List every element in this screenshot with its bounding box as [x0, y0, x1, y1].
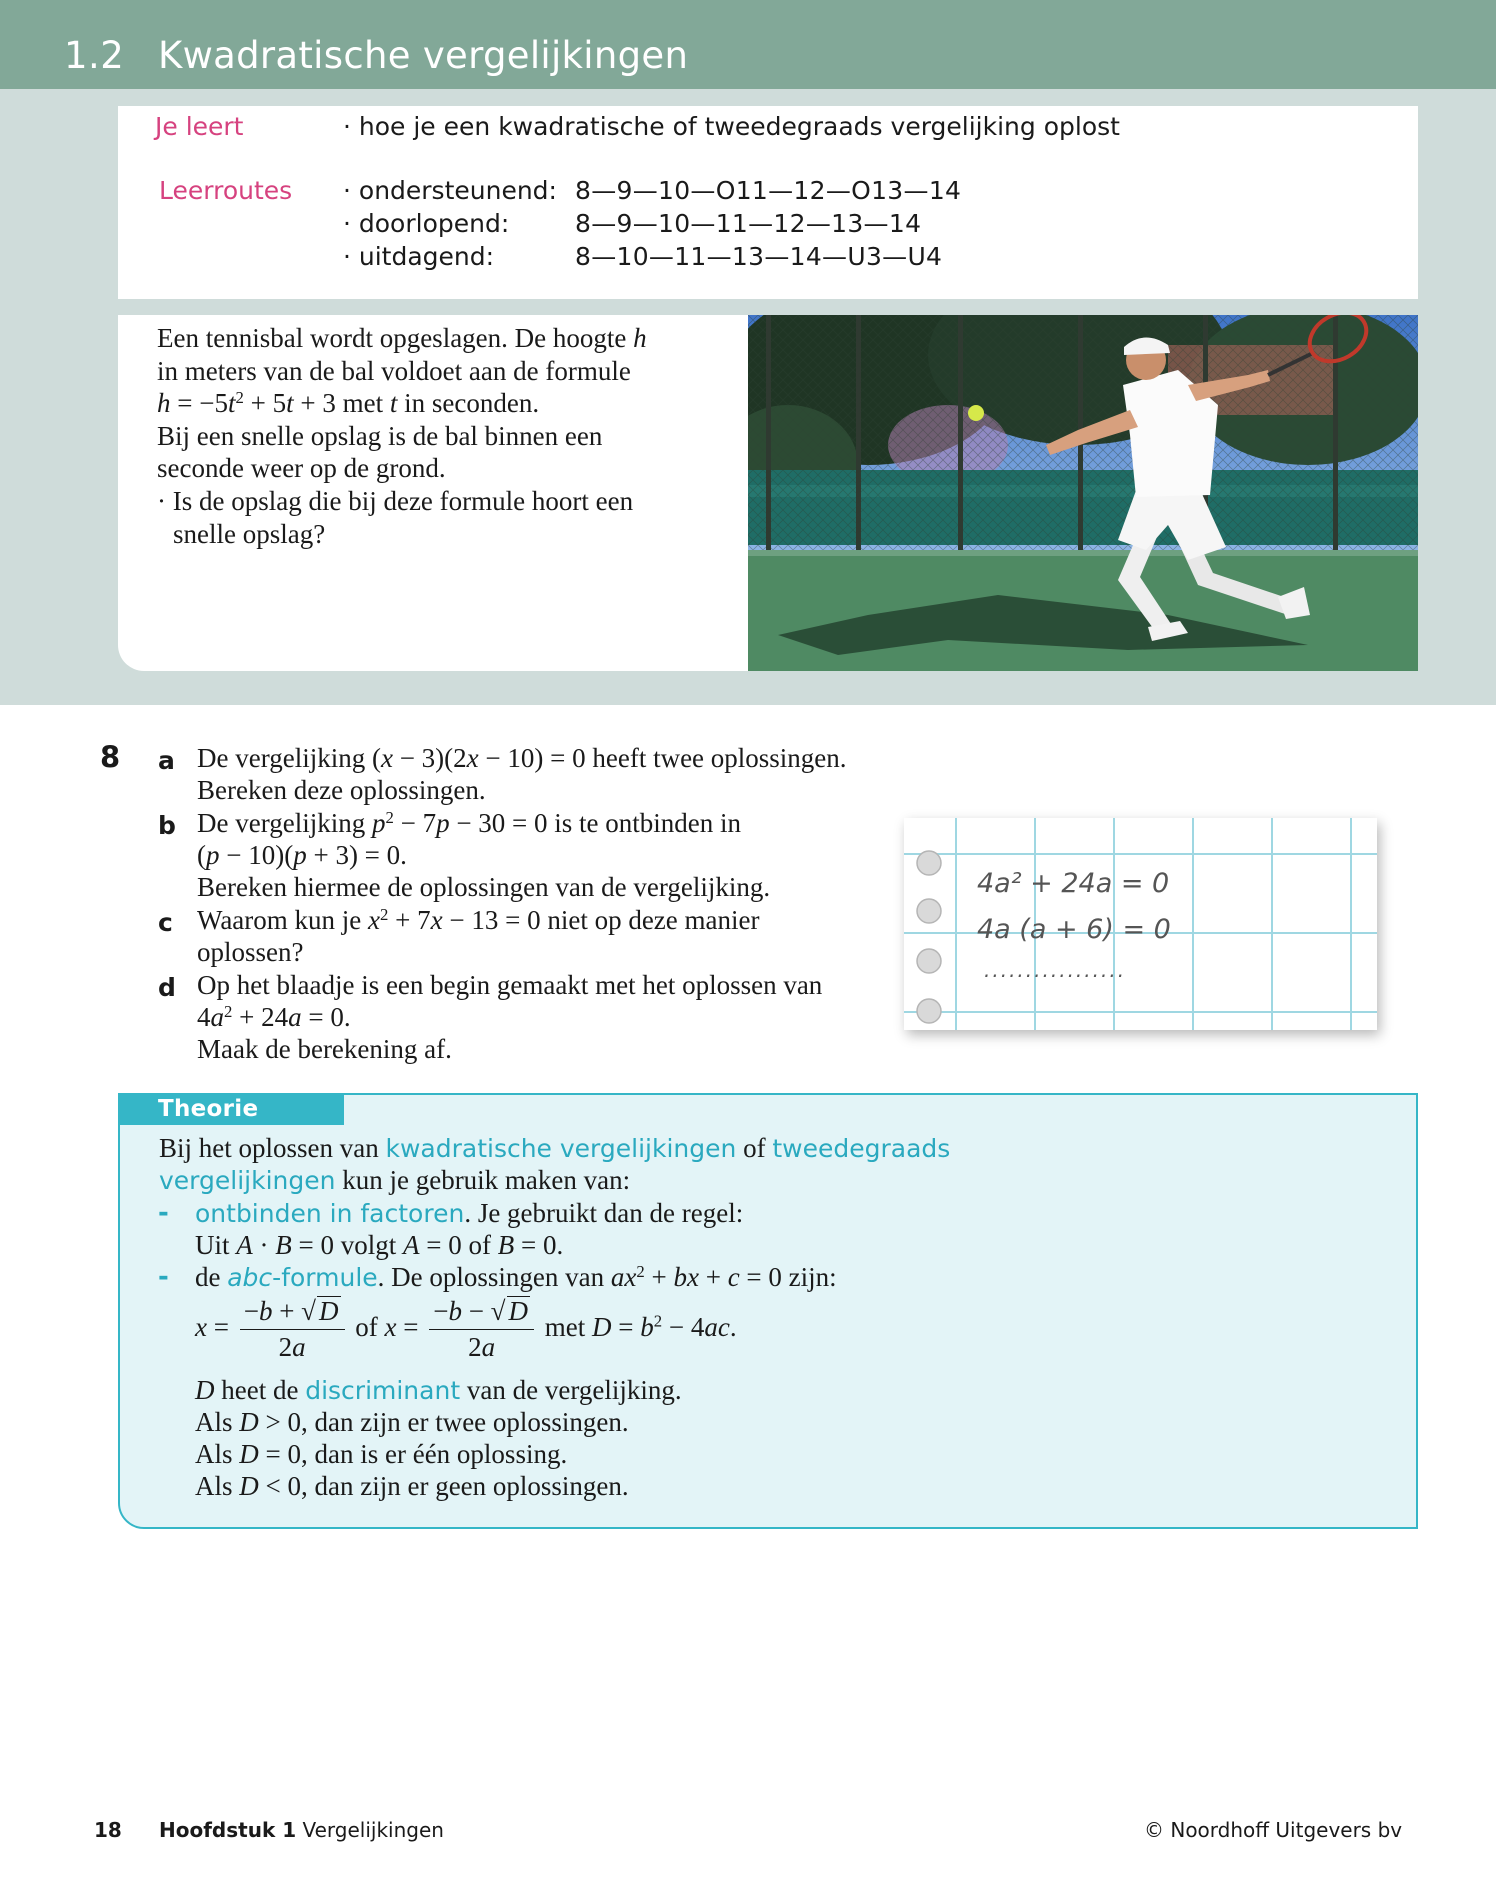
route-name-doorlopend: · doorlopend: [343, 209, 510, 238]
route-name-ondersteunend: · ondersteunend: [343, 176, 557, 205]
part-c-line1: Waarom kun je $x^2 + 7x - 13 = 0$ niet op deze manier [197, 904, 760, 935]
part-d-line2: $4a^2 + 24a = 0$. [197, 1001, 351, 1032]
route-sequence-doorlopend: 8—9—10—11—12—13—14 [575, 209, 922, 238]
theory-ontbinden-line: ontbinden in factoren. Je gebruikt dan de regel: [195, 1198, 744, 1228]
theory-discriminant-line: D heet de discriminant van de vergelijking. [195, 1375, 682, 1405]
theory-intro-line1: Bij het oplossen van kwadratische vergelijkingen of tweedegraads [159, 1133, 951, 1163]
notepad-line-2: 4a (a + 6) = 0 [977, 914, 1171, 945]
part-d-line3: Maak de berekening af. [197, 1034, 452, 1064]
route-sequence-ondersteunend: 8—9—10—O11—12—O13—14 [575, 176, 962, 205]
part-letter-a: a [158, 746, 175, 775]
theory-dash-1: - [158, 1198, 169, 1228]
theory-case-zero: Als D = 0, dan is er één oplossing. [195, 1439, 568, 1469]
theory-abc-line: de abc-formule. De oplossingen van $ax^2$ + bx + c = 0 zijn: [195, 1261, 837, 1292]
fraction-minus: $\frac{-b - √ D}{2a}$ [429, 1296, 534, 1363]
learn-label: Je leert [155, 112, 244, 141]
theory-rule-line: Uit A · B = 0 volgt A = 0 of B = 0. [195, 1230, 564, 1260]
part-letter-b: b [158, 811, 176, 840]
route-sequence-uitdagend: 8—10—11—13—14—U3—U4 [575, 242, 943, 271]
copyright: © Noordhoff Uitgevers bv [1144, 1818, 1403, 1842]
part-b-line2: (p − 10)(p + 3) = 0. [197, 840, 407, 870]
section-number: 1.2 [64, 34, 125, 77]
part-b-line1: De vergelijking $p^2 - 7p - 30 = 0$ is te ontbinden in [197, 807, 742, 838]
term-abc-formule: abc-formule [227, 1263, 378, 1292]
learn-item: · hoe je een kwadratische of tweedegraads vergelijking oplost [343, 112, 1120, 141]
part-d-line1: Op het blaadje is een begin gemaakt met het oplossen van [197, 970, 823, 1000]
context-text [157, 322, 737, 550]
part-a-line1: De vergelijking (x − 3)(2x − 10) = 0 heeft twee oplossingen. [197, 743, 847, 773]
term-tweedegraads: tweedegraads [772, 1134, 951, 1163]
theory-case-negative: Als D < 0, dan zijn er geen oplossingen. [195, 1471, 629, 1501]
fraction-plus: $\frac{-b + √ D}{2a}$ [240, 1296, 345, 1363]
chapter-title: Hoofdstuk 1 Vergelijkingen [159, 1818, 444, 1842]
section-title: Kwadratische vergelijkingen [158, 34, 689, 77]
term-ontbinden-in-factoren: ontbinden in factoren [195, 1199, 465, 1228]
abc-formula: x = $\frac{-b + √ D}{2a}$ of x = $\frac{-b - √ D}{2a}$ met $D = b^2 - 4ac$. [195, 1296, 737, 1363]
context-line: in meters van de bal voldoet aan de formule [157, 355, 631, 386]
context-box [118, 315, 1418, 671]
context-line: Bij een snelle opslag is de bal binnen een [157, 420, 603, 451]
theory-case-positive: Als D > 0, dan zijn er twee oplossingen. [195, 1407, 629, 1437]
part-letter-c: c [158, 908, 173, 937]
tennis-player-photo [748, 315, 1418, 671]
theory-dash-2: - [158, 1262, 169, 1292]
context-question: · Is de opslag die bij deze formule hoort een snelle opslag? [157, 485, 634, 549]
route-name-uitdagend: · uitdagend: [343, 242, 495, 271]
notepad-line-1: 4a² + 24a = 0 [977, 868, 1170, 899]
context-formula-line: $h = -5t^2 + 5t + 3$ met t in seconden. [157, 387, 540, 419]
notepad-sheet [904, 818, 1377, 1030]
term-discriminant: discriminant [305, 1376, 461, 1405]
part-a-line2: Bereken deze oplossingen. [197, 775, 486, 805]
theory-label: Theorie [158, 1096, 259, 1122]
page-number: 18 [94, 1818, 122, 1842]
part-b-line3: Bereken hiermee de oplossingen van de vergelijking. [197, 872, 771, 902]
notepad-line-3: ................. [984, 958, 1127, 982]
learning-goals-box [118, 106, 1418, 299]
routes-label: Leerroutes [159, 176, 293, 205]
theory-intro-line2: vergelijkingen kun je gebruik maken van: [159, 1165, 631, 1195]
part-c-line2: oplossen? [197, 937, 304, 967]
exercise-number: 8 [100, 740, 121, 774]
term-kwadratische-vergelijkingen: kwadratische vergelijkingen [385, 1134, 737, 1163]
context-line: Een tennisbal wordt opgeslagen. De hoogte h [157, 323, 647, 353]
part-letter-d: d [158, 973, 176, 1002]
context-line: seconde weer op de grond. [157, 453, 446, 484]
term-vergelijkingen: vergelijkingen [159, 1166, 336, 1195]
